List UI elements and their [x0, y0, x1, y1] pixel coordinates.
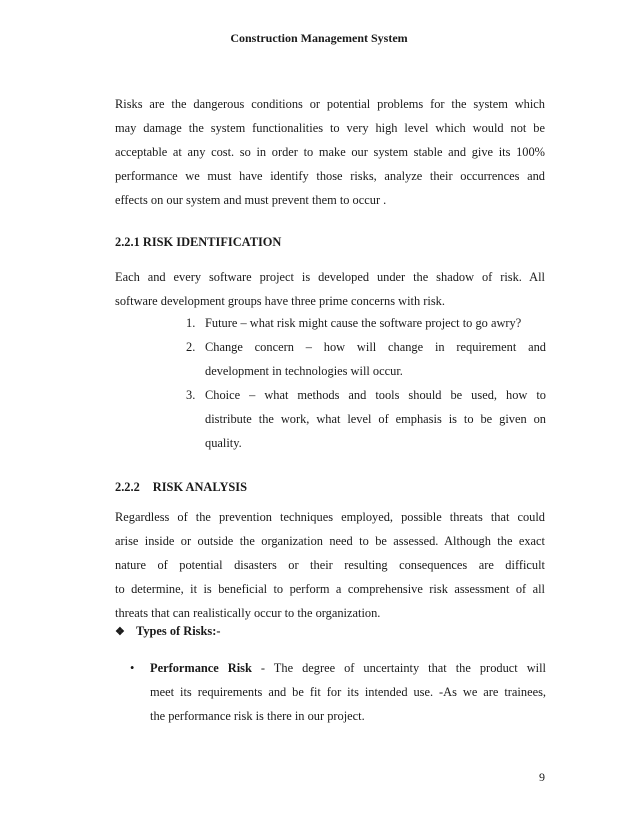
performance-risk-line — [150, 656, 546, 680]
performance-risk-line: meet its requirements and be fit for its intended use. -As we are trainees, — [150, 685, 546, 699]
list-item-number: 2. — [186, 340, 196, 354]
analysis-line: to determine, it is beneficial to perform a comprehensive risk assessment of all — [115, 582, 545, 596]
list-item-line: Choice – what methods and tools should be used, how to — [205, 388, 546, 402]
types-of-risks-title: Types of Risks:- — [136, 624, 221, 638]
analysis-line: Regardless of the prevention techniques employed, possible threats that could — [115, 510, 545, 524]
risk-concerns-list — [186, 311, 546, 455]
list-item — [186, 311, 546, 335]
analysis-paragraph — [115, 505, 545, 625]
analysis-line: arise inside or outside the organization need to be assessed. Although the exact — [115, 534, 545, 548]
section-heading-number: 2.2.2 — [115, 480, 140, 494]
list-item-line: quality. — [205, 436, 242, 450]
list-item-number: 3. — [186, 388, 196, 402]
section-heading-text: RISK ANALYSIS — [152, 480, 248, 494]
list-item — [186, 335, 546, 383]
page-header: Construction Management System — [230, 31, 408, 45]
bullet-icon: • — [130, 661, 135, 675]
analysis-line: threats that can realistically occur to the organization. — [115, 606, 381, 620]
performance-risk-text: - The degree of uncertainty that the product will — [251, 661, 546, 675]
identification-line: software development groups have three prime concerns with risk. — [115, 294, 445, 308]
intro-line: performance we must have identify those risks, analyze their occurrences and — [115, 169, 545, 183]
list-item-line: distribute the work, what level of emphasis is to be given on — [205, 412, 546, 426]
performance-risk-term: Performance Risk — [150, 661, 252, 675]
intro-line: Risks are the dangerous conditions or potential problems for the system which — [115, 97, 545, 111]
list-item-number: 1. — [186, 316, 196, 330]
types-of-risks-heading — [115, 624, 220, 639]
diamond-bullet-icon: ❖ — [115, 626, 125, 638]
list-item-line: Change concern – how will change in requirement and — [205, 340, 546, 354]
analysis-line: nature of potential disasters or their resulting consequences are difficult — [115, 558, 545, 572]
section-heading-analysis — [115, 480, 247, 495]
identification-paragraph — [115, 265, 545, 313]
intro-paragraph — [115, 92, 545, 212]
intro-line: effects on our system and must prevent them to occur . — [115, 193, 387, 207]
page-number: 9 — [539, 770, 545, 784]
intro-line: may damage the system functionalities to very high level which would not be — [115, 121, 545, 135]
performance-risk-item — [150, 656, 546, 728]
section-heading-identification: 2.2.1 RISK IDENTIFICATION — [115, 235, 282, 249]
performance-risk-line: the performance risk is there in our project. — [150, 709, 365, 723]
list-item — [186, 383, 546, 455]
intro-line: acceptable at any cost. so in order to make our system stable and give its 100% — [115, 145, 545, 159]
list-item-line: Future – what risk might cause the software project to go awry? — [205, 316, 522, 330]
identification-line: Each and every software project is developed under the shadow of risk. All — [115, 270, 545, 284]
list-item-line: development in technologies will occur. — [205, 364, 403, 378]
